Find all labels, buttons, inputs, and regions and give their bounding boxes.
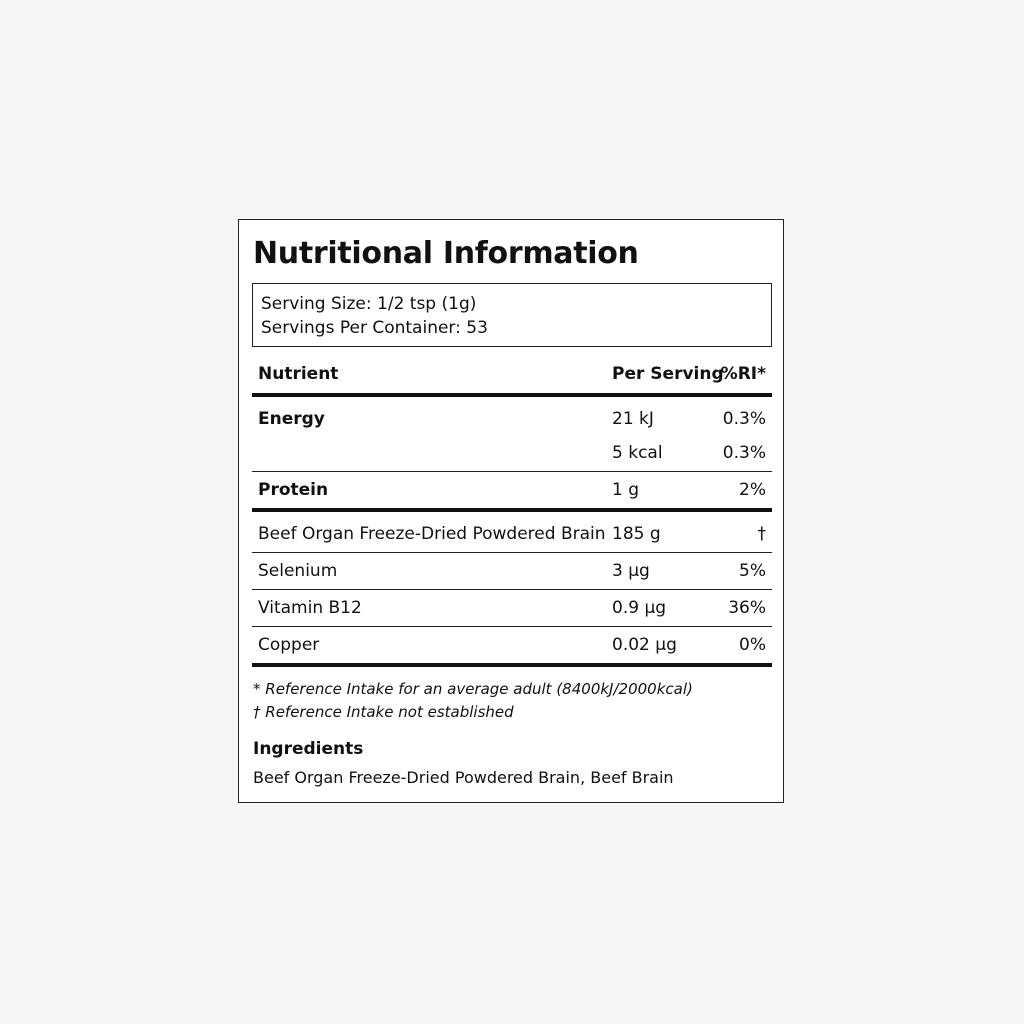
header-per-serving: Per Serving [612,364,724,384]
nutrient-ri: 5% [739,561,766,581]
nutrient-ri: 0% [739,635,766,655]
table-row-protein [252,472,772,508]
table-row-energy-kcal [252,437,772,471]
header-nutrient: Nutrient [258,364,339,384]
divider-thick [252,508,772,512]
nutrient-value: 0.9 µg [612,598,667,618]
nutrient-ri: 2% [739,480,766,500]
ingredients-heading: Ingredients [253,739,364,759]
nutrient-ri: † [757,524,766,544]
table-row [252,627,772,663]
footnote-reference-intake: * Reference Intake for an average adult (8400kJ/2000kcal) [253,680,693,698]
table-row [252,516,772,552]
nutrient-table [252,355,772,667]
nutrition-label [238,219,784,803]
table-row [252,553,772,589]
table-row [252,590,772,626]
nutrient-value: 185 g [612,524,661,544]
label-title: Nutritional Information [253,236,639,271]
nutrient-value: 0.02 µg [612,635,677,655]
nutrient-value: 21 kJ [612,409,654,429]
divider-thick [252,393,772,397]
ingredients-text: Beef Organ Freeze-Dried Powdered Brain, Beef Brain [253,768,674,787]
nutrient-ri: 36% [728,598,766,618]
nutrient-name: Energy [258,409,325,429]
table-row-energy-kj [252,401,772,437]
footnote-not-established: † Reference Intake not established [253,703,514,721]
serving-size: Serving Size: 1/2 tsp (1g) [261,294,477,314]
header-ri: %RI* [720,364,766,384]
nutrient-name: Beef Organ Freeze-Dried Powdered Brain [258,524,606,544]
footnotes [253,678,693,724]
servings-per-container: Servings Per Container: 53 [261,318,488,338]
nutrient-name: Selenium [258,561,338,581]
nutrient-ri: 0.3% [722,443,766,463]
divider-thick [252,663,772,667]
nutrient-value: 5 kcal [612,443,663,463]
nutrient-name: Copper [258,635,320,655]
nutrient-ri: 0.3% [722,409,766,429]
table-header [252,355,772,393]
nutrient-value: 3 µg [612,561,650,581]
nutrient-name: Vitamin B12 [258,598,362,618]
nutrient-name: Protein [258,480,329,500]
nutrient-value: 1 g [612,480,640,500]
serving-info-box [252,283,772,347]
